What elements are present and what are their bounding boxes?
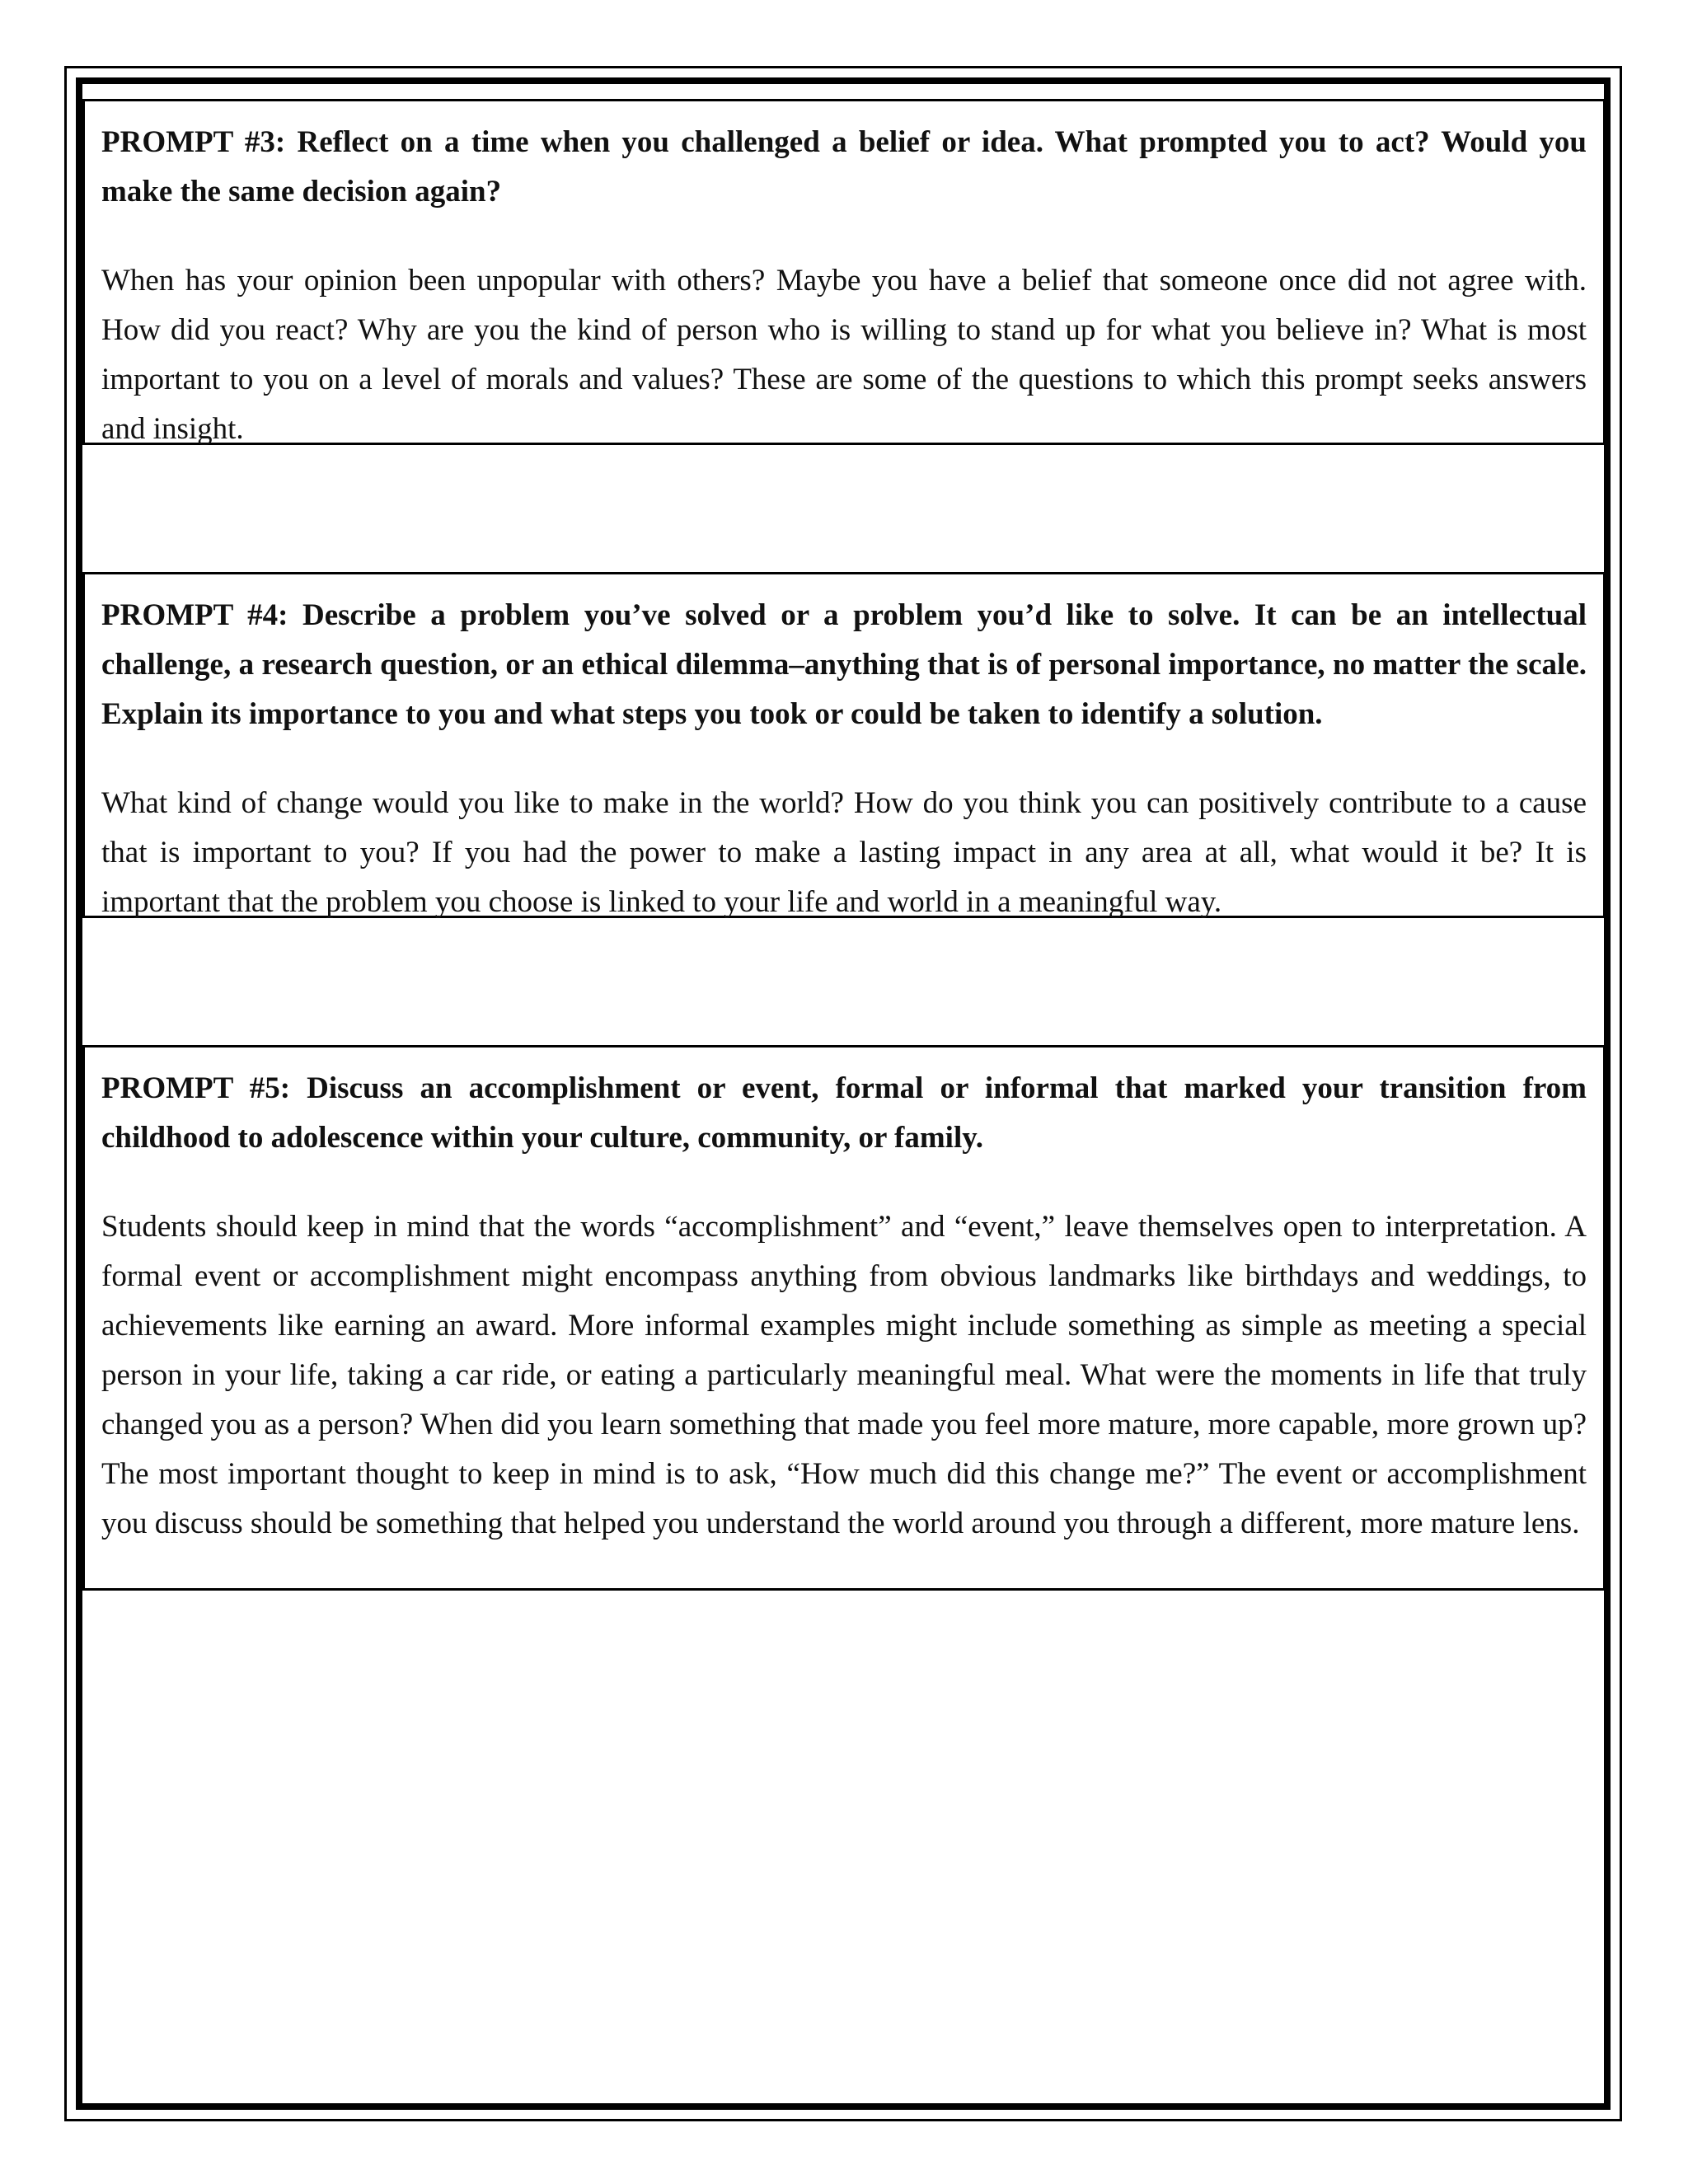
prompt-5-box bbox=[82, 1045, 1606, 1591]
prompt-4-box bbox=[82, 572, 1606, 918]
prompt-4-body: What kind of change would you like to make in the world? How do you think you can positively contribute to a cause that is important to you? If you had the power to make a lasting impact in any area at all, what would it be? It is important that the problem you choose is linked to your life and world in a meaningful way. bbox=[101, 786, 1587, 919]
prompt-4-heading: PROMPT #4: Describe a problem you’ve solved or a problem you’d like to solve. It can be an intellectual challenge, a research question, or an ethical dilemma–anything that is of personal importance, no matter the scale. Explain its importance to you and what steps you took or could be taken to identify a solution. bbox=[101, 598, 1587, 731]
prompt-3-box bbox=[82, 99, 1606, 445]
prompt-3-body: When has your opinion been unpopular with others? Maybe you have a belief that someone once did not agree with. How did you react? Why are you the kind of person who is willing to stand up for what you believe in? What is most important to you on a level of morals and values? These are some of the questions to which this prompt seeks answers and insight. bbox=[101, 264, 1587, 446]
prompt-3-heading: PROMPT #3: Reflect on a time when you challenged a belief or idea. What prompted you to act? Would you make the same decision again? bbox=[101, 125, 1587, 209]
prompt-5-heading: PROMPT #5: Discuss an accomplishment or event, formal or informal that marked your transition from childhood to adolescence within your culture, community, or family. bbox=[101, 1071, 1587, 1155]
prompt-5-body: Students should keep in mind that the words “accomplishment” and “event,” leave themselves open to interpretation. A formal event or accomplishment might encompass anything from obvious landmarks like birthdays and weddings, to achievements like earning an award. More informal examples might include something as simple as meeting a special person in your life, taking a car ride, or eating a particularly meaningful meal. What were the moments in life that truly changed you as a person? When did you learn something that made you feel more mature, more capable, more grown up? The most important thought to keep in mind is to ask, “How much did this change me?” The event or accomplishment you discuss should be something that helped you understand the world around you through a different, more mature lens. bbox=[101, 1210, 1587, 1540]
